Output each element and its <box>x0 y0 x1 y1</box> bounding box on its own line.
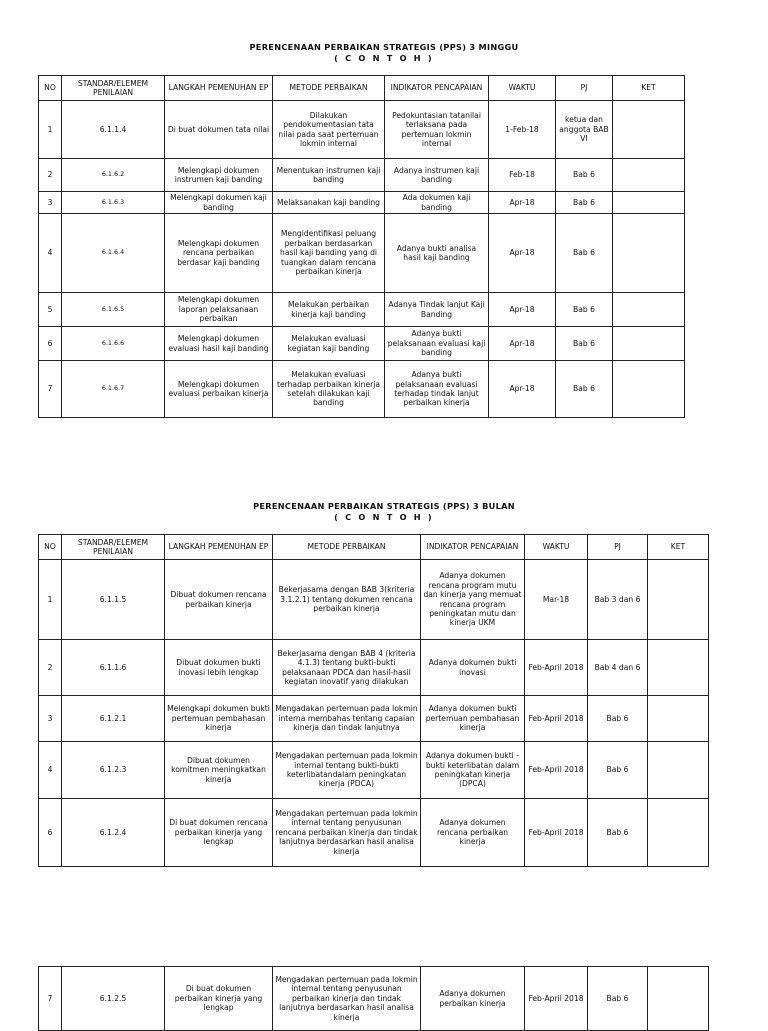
cell-waktu: Feb-April 2018 <box>525 696 588 742</box>
cell-metode: Bekerjasama dengan BAB 4 (kriteria 4.1.3) tentang bukti-bukti pelaksanaan PDCA dan hasil-hasil kegiatan inovatif yang dilakukan <box>273 640 421 696</box>
cell-no: 3 <box>39 192 62 214</box>
table-row <box>39 192 685 214</box>
cell-pj: Bab 6 <box>588 799 648 867</box>
cell-pj: Bab 3 dan 6 <box>588 560 648 640</box>
cell-no: 1 <box>39 101 62 159</box>
cell-waktu: Mar-18 <box>525 560 588 640</box>
cell-waktu: Apr-18 <box>489 293 556 327</box>
cell-metode: Mengidentifikasi peluang perbaikan berdasarkan hasil kaji banding yang di tuangkan dalam rencana perbaikan kinerja <box>273 214 385 293</box>
cell-metode: Menentukan instrumen kaji banding <box>273 159 385 192</box>
cell-ket <box>648 560 709 640</box>
cell-pj: Bab 6 <box>556 327 613 361</box>
header-waktu: WAKTU <box>489 76 556 101</box>
header-indikator: INDIKATOR PENCAPAIAN <box>421 535 525 560</box>
cell-ket <box>613 327 685 361</box>
cell-langkah: Melengkapi dokumen instrumen kaji banding <box>165 159 273 192</box>
cell-standar: 6.1.2.3 <box>62 742 165 799</box>
table-header-row <box>39 76 685 101</box>
cell-waktu: Feb-April 2018 <box>525 742 588 799</box>
section1-subtitle: ( C O N T O H ) <box>334 53 434 63</box>
cell-metode: Melakukan evaluasi terhadap perbaikan kinerja setelah dilakukan kaji banding <box>273 361 385 418</box>
cell-langkah: Dibuat dokumen komitmen meningkatkan kinerja <box>165 742 273 799</box>
cell-no: 6 <box>39 799 62 867</box>
cell-ket <box>613 361 685 418</box>
cell-indikator: Adanya dokumen bukti inovasi <box>421 640 525 696</box>
cell-standar: 6.1.1.6 <box>62 640 165 696</box>
cell-metode: Mengadakan pertemuan pada lokmin interna membahas tentang capaian kinerja dan tindak lanjutnya <box>273 696 421 742</box>
cell-standar: 6.1.1.5 <box>62 560 165 640</box>
section3-table <box>38 966 709 1031</box>
cell-ket <box>613 159 685 192</box>
cell-indikator: Adanya instrumen kaji banding <box>385 159 489 192</box>
cell-waktu: 1-Feb-18 <box>489 101 556 159</box>
cell-indikator: Adanya bukti analisa hasil kaji banding <box>385 214 489 293</box>
cell-indikator: Adanya bukti pelaksanaan evaluasi terhadap tindak lanjut perbaikan kinerja <box>385 361 489 418</box>
table-row <box>39 696 709 742</box>
cell-waktu: Feb-April 2018 <box>525 967 588 1031</box>
cell-waktu: Apr-18 <box>489 192 556 214</box>
section2-title: PERENCENAAN PERBAIKAN STRATEGIS (PPS) 3 BULAN <box>253 501 515 511</box>
header-pj: PJ <box>556 76 613 101</box>
cell-ket <box>648 640 709 696</box>
cell-waktu: Feb-April 2018 <box>525 640 588 696</box>
header-langkah: LANGKAH PEMENUHAN EP <box>165 76 273 101</box>
cell-waktu: Apr-18 <box>489 361 556 418</box>
table-row <box>39 799 709 867</box>
cell-langkah: Di buat dokumen tata nilai <box>165 101 273 159</box>
header-no: NO <box>39 535 62 560</box>
cell-langkah: Dibuat dokumen rencana perbaikan kinerja <box>165 560 273 640</box>
cell-ket <box>648 967 709 1031</box>
header-metode: METODE PERBAIKAN <box>273 535 421 560</box>
header-standar: STANDAR/ELEMEM PENILAIAN <box>62 535 165 560</box>
cell-metode: Melaksanakan kaji banding <box>273 192 385 214</box>
cell-langkah: Melengkapi dokumen evaluasi perbaikan kinerja <box>165 361 273 418</box>
table-row <box>39 159 685 192</box>
cell-indikator: Adanya dokumen perbaikan kinerja <box>421 967 525 1031</box>
cell-ket <box>648 696 709 742</box>
cell-waktu: Feb-18 <box>489 159 556 192</box>
cell-standar: 6.1.6.6 <box>62 327 165 361</box>
cell-waktu: Feb-April 2018 <box>525 799 588 867</box>
cell-no: 2 <box>39 159 62 192</box>
cell-pj: Bab 6 <box>556 361 613 418</box>
cell-indikator: Adanya dokumen rencana program mutu dan kinerja yang memuat rencana program peningkatan mutu dan kinerja UKM <box>421 560 525 640</box>
cell-indikator: Pedokuntasian tatanilai terlaksana pada pertemuan lokmin internal <box>385 101 489 159</box>
cell-standar: 6.1.6.3 <box>62 192 165 214</box>
section2-table <box>38 534 709 867</box>
header-indikator: INDIKATOR PENCAPAIAN <box>385 76 489 101</box>
header-ket: KET <box>613 76 685 101</box>
cell-langkah: Melengkapi dokumen bukti pertemuan pembahasan kinerja <box>165 696 273 742</box>
cell-ket <box>648 799 709 867</box>
header-langkah: LANGKAH PEMENUHAN EP <box>165 535 273 560</box>
cell-pj: Bab 6 <box>556 192 613 214</box>
cell-pj: Bab 6 <box>556 293 613 327</box>
cell-standar: 6.1.6.4 <box>62 214 165 293</box>
section1-table <box>38 75 685 418</box>
cell-metode: Mengadakan pertemuan pada lokmin internal tentang penyusunan perbaikan kinerja dan tindak lanjutnya berdasarkan hasil analisa kinerja <box>273 967 421 1031</box>
cell-no: 3 <box>39 696 62 742</box>
cell-no: 7 <box>39 967 62 1031</box>
cell-no: 7 <box>39 361 62 418</box>
cell-langkah: Melengkapi dokumen evaluasi hasil kaji banding <box>165 327 273 361</box>
table-row <box>39 742 709 799</box>
cell-metode: Melakukan perbaikan kinerja kaji banding <box>273 293 385 327</box>
cell-ket <box>648 742 709 799</box>
cell-indikator: Adanya Tindak lanjut Kaji Banding <box>385 293 489 327</box>
cell-pj: Bab 6 <box>588 967 648 1031</box>
cell-langkah: Melengkapi dokumen rencana perbaikan berdasar kaji banding <box>165 214 273 293</box>
cell-waktu: Apr-18 <box>489 327 556 361</box>
cell-indikator: Adanya bukti pelaksanaan evaluasi kaji banding <box>385 327 489 361</box>
table-row <box>39 327 685 361</box>
cell-pj: Bab 4 dan 6 <box>588 640 648 696</box>
cell-no: 4 <box>39 742 62 799</box>
cell-metode: Mengadakan pertemuan pada lokmin internal tentang penyusunan rencana perbaikan kinerja dan tindak lanjutnya berdasarkan hasil analisa kinerja <box>273 799 421 867</box>
cell-no: 1 <box>39 560 62 640</box>
header-metode: METODE PERBAIKAN <box>273 76 385 101</box>
table-row <box>39 214 685 293</box>
table-row <box>39 560 709 640</box>
cell-ket <box>613 214 685 293</box>
cell-standar: 6.1.2.4 <box>62 799 165 867</box>
table-header-row <box>39 535 709 560</box>
cell-indikator: Ada dokumen kaji banding <box>385 192 489 214</box>
header-ket: KET <box>648 535 709 560</box>
cell-indikator: Adanya dokumen bukti - bukti keterlibatan dalam peningkatan kinerja (DPCA) <box>421 742 525 799</box>
cell-ket <box>613 293 685 327</box>
cell-metode: Melakukan evaluasi kegiatan kaji banding <box>273 327 385 361</box>
cell-ket <box>613 192 685 214</box>
table-row <box>39 293 685 327</box>
cell-standar: 6.1.6.7 <box>62 361 165 418</box>
cell-indikator: Adanya dokumen bukti pertemuan pembahasan kinerja <box>421 696 525 742</box>
table-row <box>39 361 685 418</box>
section2-subtitle: ( C O N T O H ) <box>334 512 434 522</box>
cell-metode: Mengadakan pertemuan pada lokmin internal tentang bukti-bukti keterlibatandalam peningkatan kinerja (PDCA) <box>273 742 421 799</box>
cell-pj: ketua dan anggota BAB VI <box>556 101 613 159</box>
header-no: NO <box>39 76 62 101</box>
cell-no: 4 <box>39 214 62 293</box>
cell-pj: Bab 6 <box>556 159 613 192</box>
cell-standar: 6.1.6.5 <box>62 293 165 327</box>
cell-indikator: Adanya dokumen rencana perbaikan kinerja <box>421 799 525 867</box>
header-pj: PJ <box>588 535 648 560</box>
cell-no: 5 <box>39 293 62 327</box>
cell-metode: Dilakukan pendokumentasian tata nilai pada saat pertemuan lokmin internal <box>273 101 385 159</box>
cell-waktu: Apr-18 <box>489 214 556 293</box>
cell-ket <box>613 101 685 159</box>
cell-langkah: Melengkapi dokumen kaji banding <box>165 192 273 214</box>
cell-standar: 6.1.1.4 <box>62 101 165 159</box>
cell-langkah: Di buat dokumen perbaikan kinerja yang lengkap <box>165 967 273 1031</box>
cell-standar: 6.1.6.2 <box>62 159 165 192</box>
header-waktu: WAKTU <box>525 535 588 560</box>
cell-langkah: Di buat dokumen rencana perbaikan kinerja yang lengkap <box>165 799 273 867</box>
table-row <box>39 101 685 159</box>
cell-no: 2 <box>39 640 62 696</box>
cell-standar: 6.1.2.1 <box>62 696 165 742</box>
cell-langkah: Melengkapi dokumen laporan pelaksanaan perbaikan <box>165 293 273 327</box>
cell-metode: Bekerjasama dengan BAB 3(kriteria 3.1.2.1) tentang dokumen rencana perbaikan kinerja <box>273 560 421 640</box>
cell-standar: 6.1.2.5 <box>62 967 165 1031</box>
table-row <box>39 640 709 696</box>
section1-title: PERENCENAAN PERBAIKAN STRATEGIS (PPS) 3 MINGGU <box>249 42 519 52</box>
table-row <box>39 967 709 1031</box>
header-standar: STANDAR/ELEMEM PENILAIAN <box>62 76 165 101</box>
cell-pj: Bab 6 <box>588 696 648 742</box>
cell-langkah: Dibuat dokumen bukti inovasi lebih lengkap <box>165 640 273 696</box>
cell-no: 6 <box>39 327 62 361</box>
cell-pj: Bab 6 <box>588 742 648 799</box>
cell-pj: Bab 6 <box>556 214 613 293</box>
